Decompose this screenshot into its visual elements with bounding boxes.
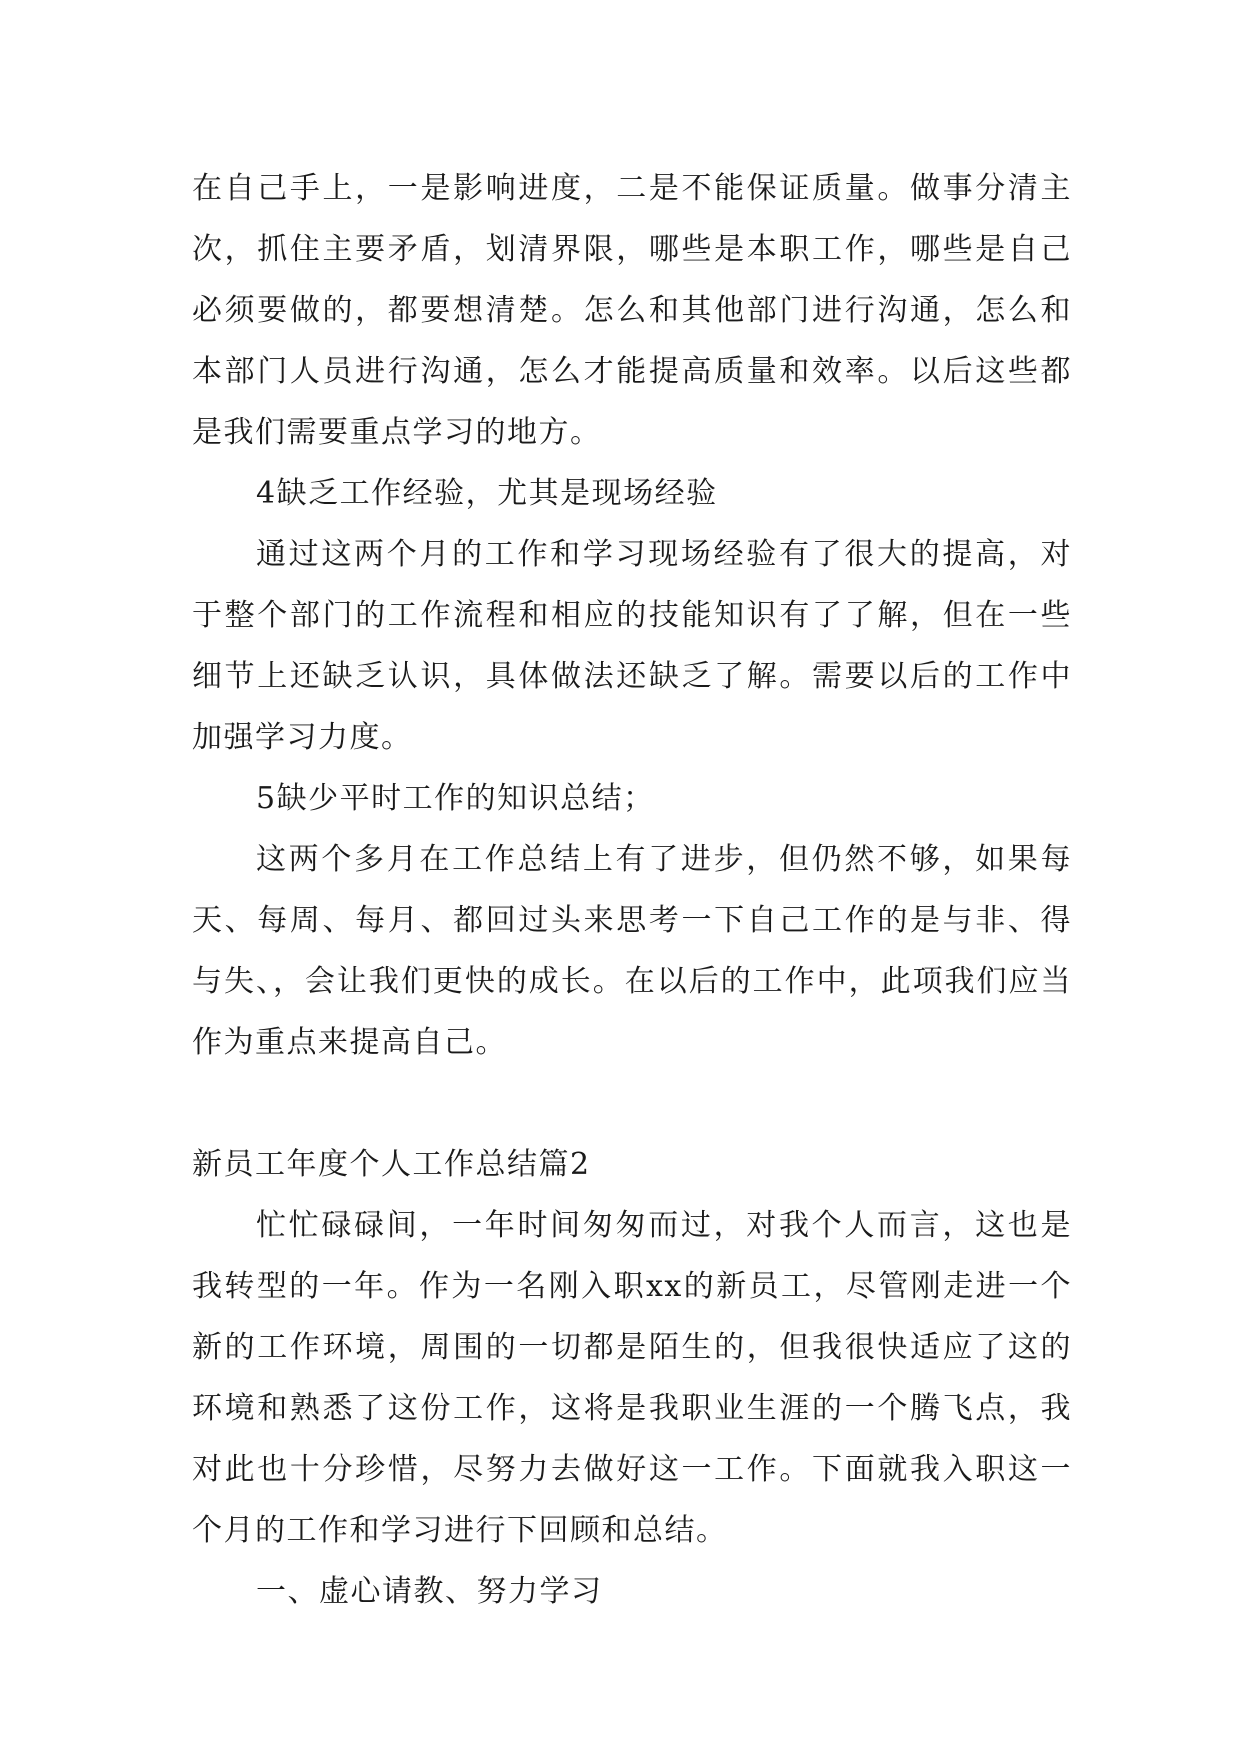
paragraph-intro: 忙忙碌碌间，一年时间匆匆而过，对我个人而言，这也是我转型的一年。作为一名刚入职xx的新员工，尽管刚走进一个新的工作环境，周围的一切都是陌生的，但我很快适应了这的环境和熟悉了这份工作，这将是我职业生涯的一个腾飞点，我对此也十分珍惜，尽努力去做好这一工作。下面就我入职这一个月的工作和学习进行下回顾和总结。 [192, 1208, 1072, 1548]
section-title: 新员工年度个人工作总结篇2 [192, 1147, 591, 1182]
paragraph-summary: 这两个多月在工作总结上有了进步，但仍然不够，如果每天、每周、每月、都回过头来思考一下自己工作的是与非、得与失、，会让我们更快的成长。在以后的工作中，此项我们应当作为重点来提高自己。 [192, 842, 1072, 1060]
paragraph-experience: 通过这两个月的工作和学习现场经验有了很大的提高，对于整个部门的工作流程和相应的技能知识有了了解，但在一些细节上还缺乏认识，具体做法还缺乏了解。需要以后的工作中加强学习力度。 [192, 537, 1072, 755]
subheading-4: 4缺乏工作经验，尤其是现场经验 [256, 476, 718, 511]
subheading-one: 一、虚心请教、努力学习 [256, 1574, 603, 1609]
document-body [192, 158, 1072, 1622]
subheading-5: 5缺少平时工作的知识总结； [256, 781, 655, 816]
paragraph-continued: 在自己手上，一是影响进度，二是不能保证质量。做事分清主次，抓住主要矛盾，划清界限，哪些是本职工作，哪些是自己必须要做的，都要想清楚。怎么和其他部门进行沟通，怎么和本部门人员进行沟通，怎么才能提高质量和效率。以后这些都是我们需要重点学习的地方。 [192, 171, 1072, 450]
